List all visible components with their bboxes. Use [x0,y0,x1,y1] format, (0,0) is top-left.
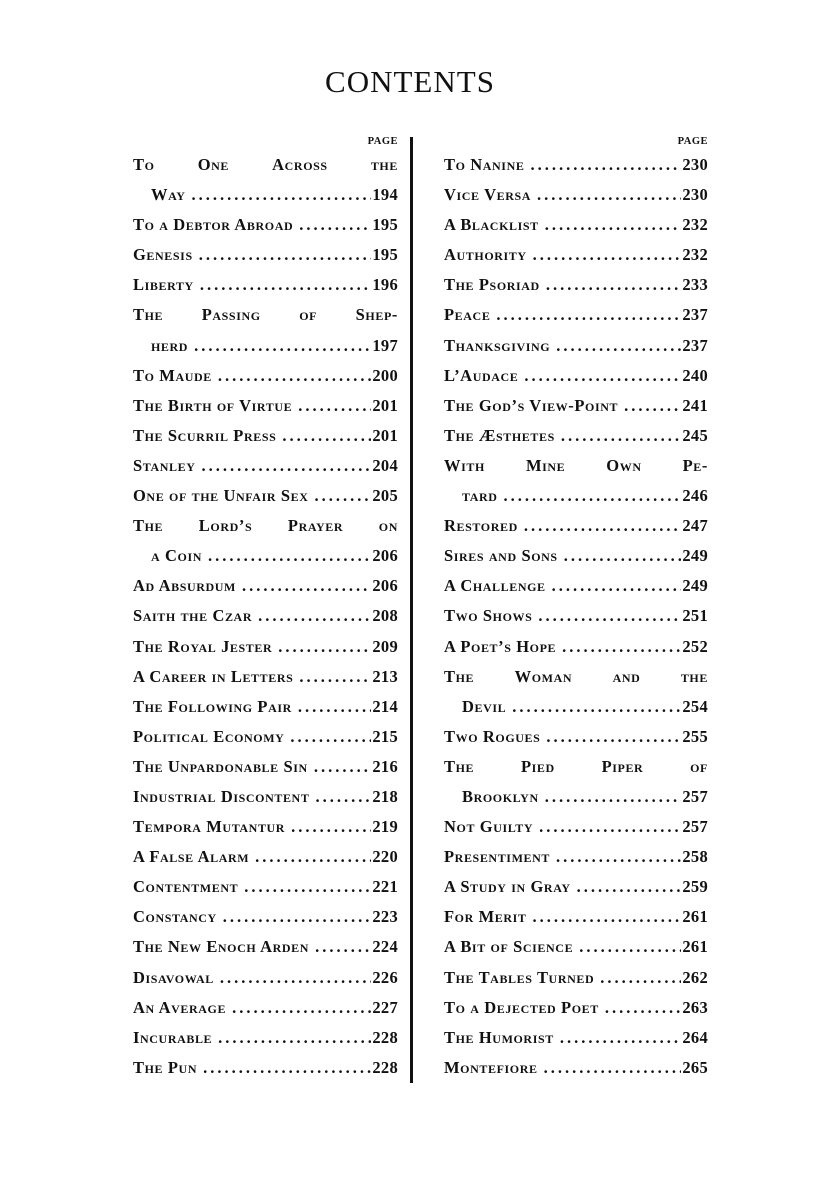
entry-title-word: the [370,155,398,174]
leader-dots [220,963,371,993]
entry-title: An Average [133,997,227,1017]
contents-entry [444,872,708,902]
contents-entry [133,963,398,993]
entry-title: Not Guilty [444,817,534,837]
contents-entry [444,541,708,571]
entry-title: A Challenge [444,576,546,596]
entry-page-number: 254 [682,696,708,716]
contents-entry [444,451,708,511]
leader-dots [278,632,371,662]
entry-page-number: 201 [372,425,398,445]
entry-title: Genesis [133,245,193,265]
entry-page-number: 223 [372,907,398,927]
entry-page-number: 196 [372,275,398,295]
leader-dots [545,210,682,240]
entry-page-number: 218 [372,786,398,806]
leader-dots [199,240,372,270]
entry-title: The Tables Turned [444,967,595,987]
entry-page-number: 197 [372,335,398,355]
entry-page-number: 259 [682,877,708,897]
contents-entry [444,662,708,722]
entry-page-number: 262 [682,967,708,987]
entry-page-number: 246 [682,486,708,506]
entry-page-number: 257 [682,817,708,837]
entry-title-word: Own [606,455,642,475]
entry-title-line [444,451,708,481]
contents-entry [133,391,398,421]
leader-dots [291,812,371,842]
contents-entry [444,240,708,270]
entry-title-word: To [133,155,155,174]
column-divider [410,137,413,1083]
leader-dots [192,180,372,210]
entry-title: The New Enoch Arden [133,937,310,957]
entry-title-line [444,752,708,782]
contents-entry [133,361,398,391]
entry-title: Montefiore [444,1057,538,1077]
entry-title: Contentment [133,877,239,897]
entry-title: A Blacklist [444,215,539,235]
entry-title: A Bit of Science [444,937,574,957]
entry-title-word: The [133,305,164,325]
contents-entry [133,511,398,571]
entry-page-number: 201 [372,395,398,415]
contents-entry [133,1053,398,1083]
entry-title: The God’s View-Point [444,395,619,415]
entry-page-number: 232 [682,245,708,265]
entry-title-word: Prayer [287,516,344,536]
entry-title-word: Lord’s [198,516,253,536]
entry-title: A Poet’s Hope [444,636,557,656]
leader-dots [524,511,681,541]
contents-entry [444,391,708,421]
entry-title-word: Woman [514,666,573,686]
leader-dots [496,300,681,330]
leader-dots [203,1053,371,1083]
leader-dots [530,150,681,180]
contents-entry [444,722,708,752]
contents-entry [133,421,398,451]
entry-title-continued: Devil [462,696,507,716]
entry-title-word: One [197,155,229,174]
leader-dots [298,692,371,722]
leader-dots [624,391,681,421]
leader-dots [315,782,371,812]
entry-title: Sires and Sons [444,546,558,566]
entry-title: The Birth of Virtue [133,395,293,415]
entry-title: Ad Absurdum [133,576,236,596]
contents-entry [133,300,398,360]
entry-page-number: 249 [682,546,708,566]
leader-dots [314,752,372,782]
entry-title-continued: herd [151,335,189,355]
entry-page-number: 233 [682,275,708,295]
entry-title-line [444,692,708,722]
entry-page-number: 265 [682,1057,708,1077]
contents-entry [133,752,398,782]
entry-title-word: Mine [525,455,566,475]
contents-entry [133,601,398,631]
entry-title: Industrial Discontent [133,786,310,806]
contents-entry [133,902,398,932]
entry-title: L’Audace [444,365,519,385]
entry-title-word: The [444,756,475,776]
leader-dots [504,481,682,511]
page-column-header: PAGE [367,136,398,147]
entry-title-line [444,782,708,812]
entry-title: Disavowal [133,967,214,987]
leader-dots [539,812,681,842]
contents-entry [133,662,398,692]
entry-title-line [133,511,398,541]
leader-dots [605,993,681,1023]
contents-entry [133,632,398,662]
entry-page-number: 230 [682,185,708,205]
entry-page-number: 240 [682,365,708,385]
entry-title-line [133,300,398,330]
leader-dots [546,270,682,300]
entry-title: The Scurril Press [133,425,277,445]
leader-dots [556,842,681,872]
entry-title: Thanksgiving [444,335,551,355]
entry-page-number: 216 [372,756,398,776]
entry-page-number: 224 [372,937,398,957]
entry-title: The Æsthetes [444,425,555,445]
entry-page-number: 220 [372,847,398,867]
entry-page-number: 249 [682,576,708,596]
entry-title: Two Shows [444,606,533,626]
entry-title: A False Alarm [133,847,250,867]
contents-entry [444,270,708,300]
contents-entry [444,180,708,210]
entry-page-number: 252 [682,636,708,656]
entry-title: Stanley [133,455,196,475]
entry-title: To Maude [133,365,212,385]
entry-title: Vice Versa [444,185,532,205]
leader-dots [512,692,681,722]
entry-title-line [444,481,708,511]
contents-column-right [444,134,708,1083]
entry-page-number: 247 [682,516,708,536]
leader-dots [544,1053,682,1083]
entry-title-word: The [444,666,475,686]
entry-title: Peace [444,305,491,325]
entry-title-word: of [690,756,708,776]
leader-dots [242,571,371,601]
entry-title: The Unpardonable Sin [133,756,308,776]
entry-title-continued: a Coin [151,546,202,566]
contents-entry [133,812,398,842]
contents-entry [444,571,708,601]
entry-title-word: Pe- [682,455,708,475]
entry-page-number: 226 [372,967,398,987]
entry-page-number: 221 [372,877,398,897]
page-column-header: PAGE [677,136,708,147]
contents-entry [444,210,708,240]
leader-dots [299,210,371,240]
contents-entry [444,601,708,631]
leader-dots [258,601,371,631]
entry-page-number: 241 [682,395,708,415]
contents-entry [444,361,708,391]
entry-title: The Psoriad [444,275,540,295]
entry-page-number: 195 [372,215,398,235]
contents-entry [444,812,708,842]
leader-dots [533,902,682,932]
leader-dots [223,902,372,932]
contents-entry [444,300,708,330]
entry-page-number: 237 [682,335,708,355]
leader-dots [232,993,371,1023]
entry-page-number: 232 [682,215,708,235]
entry-title-word: Piper [601,756,644,776]
entry-title-word: Passing [201,305,261,325]
entry-page-number: 227 [372,997,398,1017]
contents-entry [133,240,398,270]
leader-dots [290,722,371,752]
entry-page-number: 261 [682,907,708,927]
entry-title: Tempora Mutantur [133,817,286,837]
contents-entry [133,210,398,240]
entry-page-number: 263 [682,997,708,1017]
leader-dots [218,361,372,391]
entry-page-number: 230 [682,155,708,174]
contents-entry [133,571,398,601]
leader-dots [552,571,682,601]
contents-entry [133,842,398,872]
leader-dots [282,421,371,451]
contents-entry [444,752,708,812]
contents-entry [444,932,708,962]
leader-dots [208,541,371,571]
leader-dots [562,632,681,662]
contents-entry [133,1023,398,1053]
entry-page-number: 228 [372,1027,398,1047]
entry-title: One of the Unfair Sex [133,486,309,506]
entry-page-number: 206 [372,576,398,596]
contents-entry [133,150,398,210]
entry-page-number: 200 [372,365,398,385]
entry-title: To a Debtor Abroad [133,215,294,235]
leader-dots [600,963,681,993]
entry-title: A Study in Gray [444,877,571,897]
entry-title-word: Across [272,155,328,174]
leader-dots [533,240,682,270]
entry-title: Constancy [133,907,217,927]
leader-dots [314,481,371,511]
entry-page-number: 206 [372,546,398,566]
leader-dots [298,391,371,421]
page-title: CONTENTS [325,64,495,99]
entry-page-number: 214 [372,696,398,716]
leader-dots [537,180,681,210]
entry-page-number: 194 [372,185,398,205]
entry-title: To Nanine [444,155,525,174]
entry-page-number: 264 [682,1027,708,1047]
entry-title: Two Rogues [444,726,541,746]
entry-title-continued: tard [462,486,498,506]
entry-title: Authority [444,245,527,265]
entry-title-word: of [299,305,318,325]
leader-dots [299,662,371,692]
leader-dots [564,541,682,571]
leader-dots [577,872,682,902]
entry-title: Incurable [133,1027,213,1047]
entry-page-number: 237 [682,305,708,325]
entry-title: Presentiment [444,847,550,867]
entry-page-number: 215 [372,726,398,746]
entry-page-number: 195 [372,245,398,265]
entry-title-continued: Brooklyn [462,786,539,806]
contents-entry [444,150,708,180]
contents-entry [444,902,708,932]
entry-title: The Pun [133,1057,198,1077]
entry-title-line [133,180,398,210]
contents-entry [444,842,708,872]
leader-dots [538,601,681,631]
entry-title-word: and [612,666,641,686]
entry-page-number: 245 [682,425,708,445]
entry-title-line [133,150,398,180]
leader-dots [218,1023,371,1053]
contents-entry [133,782,398,812]
entry-title-line [444,662,708,692]
entry-page-number: 208 [372,606,398,626]
contents-entry [133,270,398,300]
entry-title-word: Pied [520,756,555,776]
entry-title: Restored [444,516,518,536]
leader-dots [255,842,371,872]
entry-title-continued: Way [151,185,186,205]
entry-title-word: The [133,516,164,536]
entry-page-number: 255 [682,726,708,746]
contents-entry [133,451,398,481]
entry-page-number: 213 [372,666,398,686]
leader-dots [545,782,682,812]
entry-page-number: 204 [372,455,398,475]
entry-title-line [133,331,398,361]
entry-title: Political Economy [133,726,285,746]
entry-title-line [133,541,398,571]
leader-dots [524,361,681,391]
entry-title-word: on [378,516,398,536]
contents-entry [133,993,398,1023]
entry-page-number: 205 [372,486,398,506]
entry-title-word: Shep- [355,305,398,325]
leader-dots [315,932,371,962]
entry-list [133,150,398,1083]
entry-page-number: 261 [682,937,708,957]
leader-dots [561,421,681,451]
entry-title: The Humorist [444,1027,554,1047]
entry-title-word: the [680,666,708,686]
contents-column-left [133,134,398,1083]
entry-page-number: 209 [372,636,398,656]
contents-entry [133,722,398,752]
entry-page-number: 228 [372,1057,398,1077]
entry-title: Saith the Czar [133,606,253,626]
entry-title: The Royal Jester [133,636,273,656]
leader-dots [546,722,681,752]
leader-dots [244,872,371,902]
contents-entry [444,511,708,541]
entry-page-number: 251 [682,606,708,626]
leader-dots [579,932,681,962]
entry-page-number: 257 [682,786,708,806]
contents-entry [444,963,708,993]
contents-entry [133,692,398,722]
entry-title: To a Dejected Poet [444,997,599,1017]
contents-entry [444,632,708,662]
leader-dots [202,451,372,481]
entry-page-number: 219 [372,817,398,837]
contents-entry [444,1053,708,1083]
entry-title: The Following Pair [133,696,292,716]
entry-page-number: 258 [682,847,708,867]
entry-title: Liberty [133,275,194,295]
contents-entry [133,932,398,962]
contents-entry [444,1023,708,1053]
leader-dots [194,331,371,361]
leader-dots [556,331,681,361]
entry-title: A Career in Letters [133,666,294,686]
entry-title-word: With [444,455,485,475]
contents-entry [444,993,708,1023]
contents-entry [444,331,708,361]
leader-dots [560,1023,682,1053]
contents-entry [133,872,398,902]
entry-list [444,150,708,1083]
contents-entry [133,481,398,511]
leader-dots [200,270,372,300]
contents-entry [444,421,708,451]
entry-title: For Merit [444,907,527,927]
